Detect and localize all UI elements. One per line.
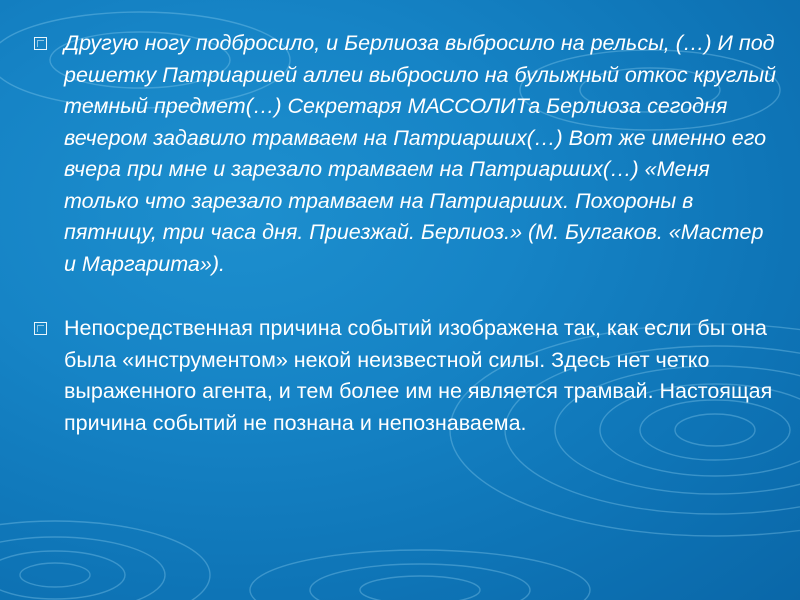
bullet-item-quote <box>34 28 780 280</box>
bullet-item-commentary <box>34 313 780 439</box>
box-bullet-icon <box>34 322 47 335</box>
slide-content <box>34 28 780 439</box>
box-bullet-icon <box>34 37 47 50</box>
bullet-text: Непосредственная причина событий изображена так, как если бы она была «инструментом» некой неизвестной силы. Здесь нет четко выраженного агента, и тем более им не является трамвай. Настоящая причина событий не познана и непознаваема. <box>64 316 773 435</box>
bullet-text: Другую ногу подбросило, и Берлиоза выбросило на рельсы, (…) И под решетку Патриаршей аллеи выбросило на булыжный откос круглый темный предмет(…) Секретаря МАССОЛИТа Берлиоза сегодня вечером задавило трамваем на Патриарших(…) Вот же именно его вчера при мне и зарезало трамваем на Патриарших(…) «Меня только что зарезало трамваем на Патриарших. Похороны в пятницу, три часа дня. Приезжай. Берлиоз.» (М. Булгаков. «Мастер и Маргарита»). <box>64 31 777 276</box>
